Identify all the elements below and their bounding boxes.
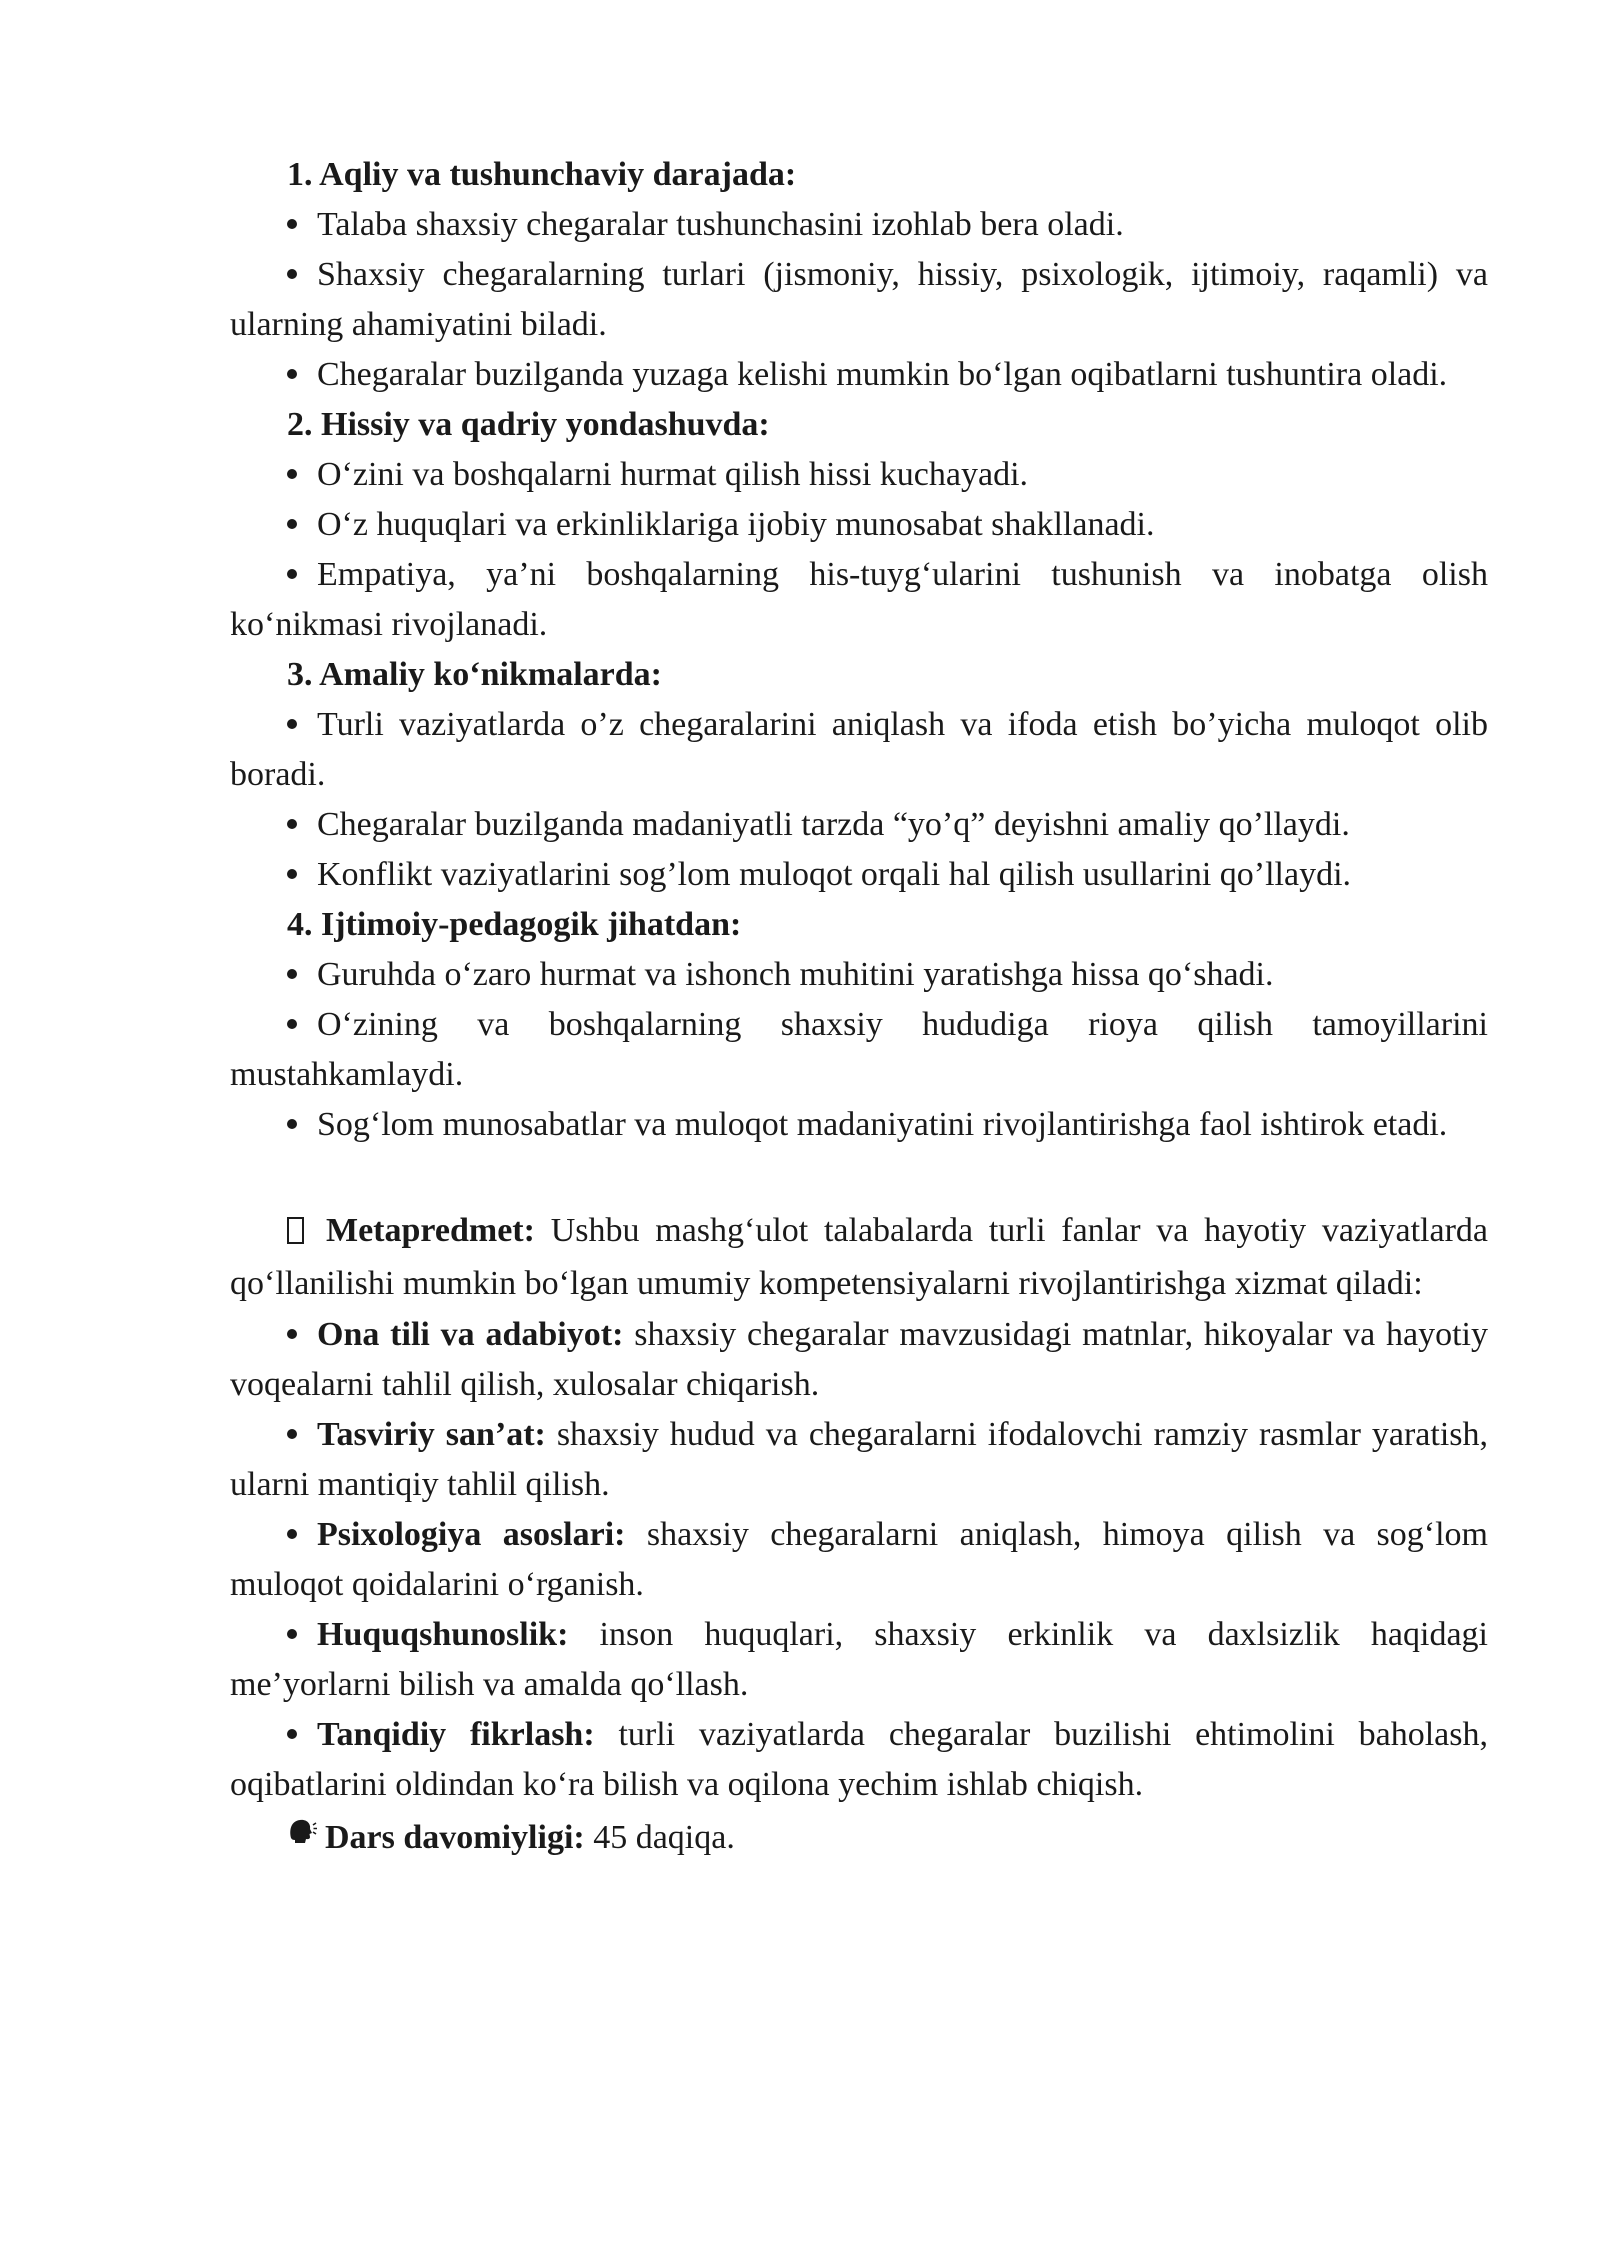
- bullet-icon: [287, 1629, 297, 1639]
- metapredmet-paragraph: [230, 1204, 1488, 1310]
- list-item: Sog‘lom munosabatlar va muloqot madaniyatini rivojlantirishga faol ishtirok etadi.: [230, 1100, 1488, 1150]
- missing-glyph-box-icon: [287, 1217, 304, 1244]
- bullet-icon: [287, 519, 297, 529]
- bullet-icon: [287, 1019, 297, 1029]
- section-heading: 3. Amaliy ko‘nikmalarda:: [287, 656, 662, 693]
- list-item: Chegaralar buzilganda yuzaga kelishi mumkin bo‘lgan oqibatlarni tushuntira oladi.: [230, 350, 1488, 400]
- duration-label: Dars davomiyligi:: [325, 1819, 585, 1856]
- section-heading: 4. Ijtimoiy-pedagogik jihatdan:: [287, 906, 742, 943]
- list-item: O‘zining va boshqalarning shaxsiy hududiga rioya qilish tamoyillarini mustahkamlaydi.: [230, 1006, 1488, 1093]
- list-item: Chegaralar buzilganda madaniyatli tarzda “yo’q” deyishni amaliy qo’llaydi.: [230, 800, 1488, 850]
- bullet-icon: [287, 1329, 297, 1339]
- list-item: Ona tili va adabiyot: shaxsiy chegaralar mavzusidagi matnlar, hikoyalar va hayotiy voqealarni tahlil qilish, xulosalar chiqarish.: [230, 1316, 1488, 1403]
- bullet-icon: [287, 369, 297, 379]
- bullet-icon: [287, 719, 297, 729]
- section-heading: 1. Aqliy va tushunchaviy darajada:: [287, 156, 797, 193]
- bullet-icon: [287, 1529, 297, 1539]
- list-item: O‘z huquqlari va erkinliklariga ijobiy munosabat shakllanadi.: [230, 500, 1488, 550]
- list-item: Tasviriy san’at: shaxsiy hudud va chegaralarni ifodalovchi ramziy rasmlar yaratish, ularni mantiqiy tahlil qilish.: [230, 1416, 1488, 1503]
- list-item: Empatiya, ya’ni boshqalarning his-tuyg‘ularini tushunish va inobatga olish ko‘nikmasi rivojlanadi.: [230, 556, 1488, 643]
- list-item: Shaxsiy chegaralarning turlari (jismoniy, hissiy, psixologik, ijtimoiy, raqamli) va ularning ahamiyatini biladi.: [230, 256, 1488, 343]
- list-item: Huquqshunoslik: inson huquqlari, shaxsiy erkinlik va daxlsizlik haqidagi me’yorlarni bilish va amalda qo‘llash.: [230, 1616, 1488, 1703]
- bullet-icon: [287, 869, 297, 879]
- bullet-icon: [287, 219, 297, 229]
- metapredmet-text: Ushbu mashg‘ulot talabalarda turli fanlar va hayotiy vaziyatlarda qo‘llanilishi mumkin bo‘lgan umumiy kompetensiyalarni rivojlantirishga xizmat qiladi:: [230, 1212, 1488, 1302]
- paragraph-gap: [230, 1150, 1488, 1204]
- document-content: [230, 150, 1488, 1868]
- bullet-icon: [287, 269, 297, 279]
- bullet-icon: [287, 569, 297, 579]
- list-item: Psixologiya asoslari: shaxsiy chegaralarni aniqlash, himoya qilish va sog‘lom muloqot qoidalarini o‘rganish.: [230, 1516, 1488, 1603]
- metapredmet-label: Metapredmet:: [326, 1212, 535, 1249]
- list-item: Turli vaziyatlarda o’z chegaralarini aniqlash va ifoda etish bo’yicha muloqot olib boradi.: [230, 706, 1488, 793]
- list-item: Tanqidiy fikrlash: turli vaziyatlarda chegaralar buzilishi ehtimolini baholash, oqibatlarini oldindan ko‘ra bilish va oqilona yechim ishlab chiqish.: [230, 1716, 1488, 1803]
- bullet-icon: [287, 969, 297, 979]
- list-item: Guruhda o‘zaro hurmat va ishonch muhitini yaratishga hissa qo‘shadi.: [230, 950, 1488, 1000]
- list-item: O‘zini va boshqalarni hurmat qilish hissi kuchayadi.: [230, 450, 1488, 500]
- bullet-icon: [287, 469, 297, 479]
- list-item: Talaba shaxsiy chegaralar tushunchasini izohlab bera oladi.: [230, 200, 1488, 250]
- bullet-icon: [287, 819, 297, 829]
- lesson-duration: [230, 1810, 1488, 1868]
- bullet-icon: [287, 1429, 297, 1439]
- bullet-icon: [287, 1119, 297, 1129]
- list-item: Konflikt vaziyatlarini sog’lom muloqot orqali hal qilish usullarini qo’llaydi.: [230, 850, 1488, 900]
- speaking-head-icon: [287, 1808, 317, 1864]
- duration-value: 45 daqiqa.: [584, 1819, 735, 1856]
- section-heading: 2. Hissiy va qadriy yondashuvda:: [287, 406, 770, 443]
- bullet-icon: [287, 1729, 297, 1739]
